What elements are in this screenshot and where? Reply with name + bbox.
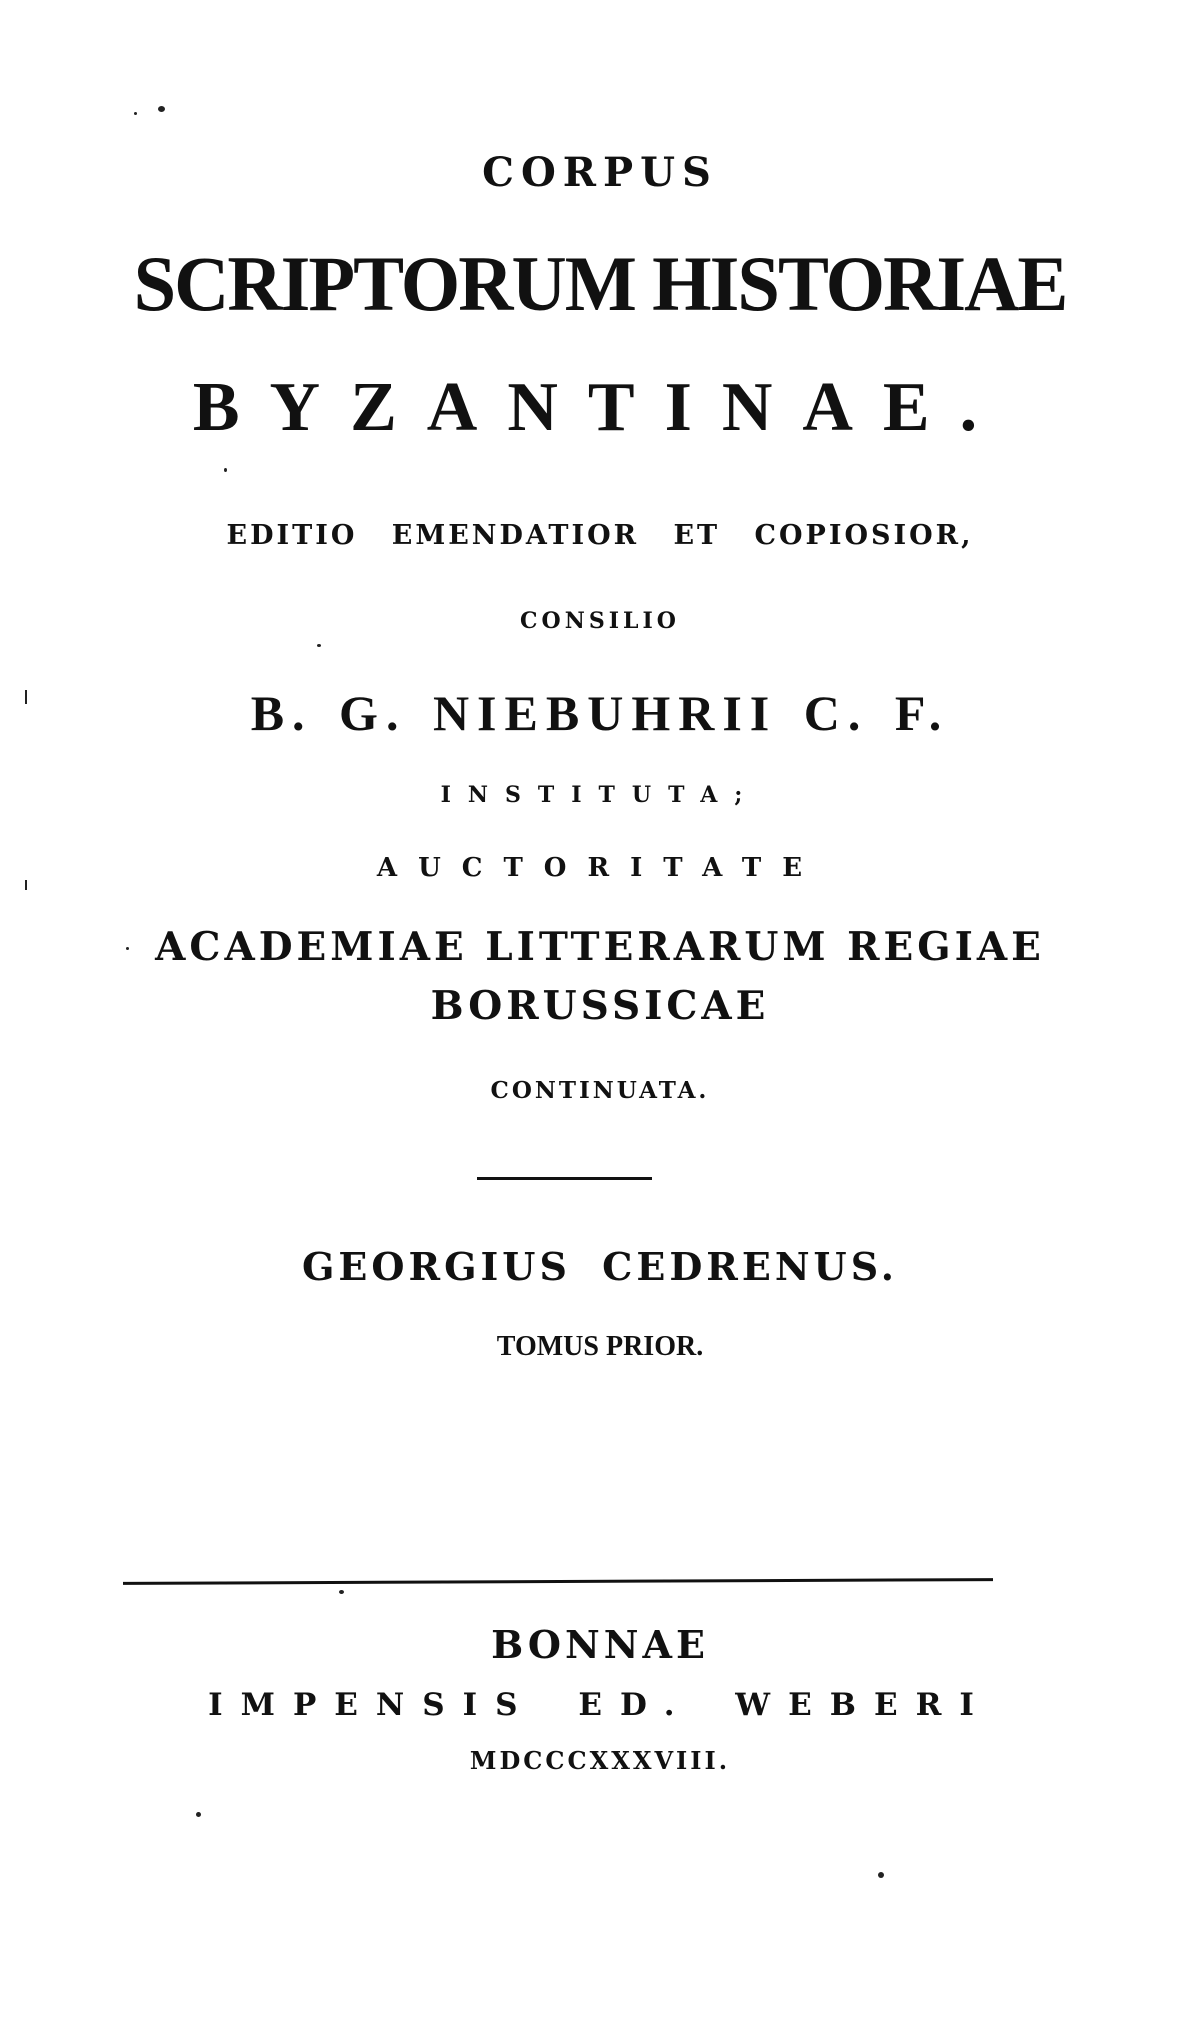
scan-speck bbox=[339, 1590, 344, 1594]
scan-speck bbox=[134, 112, 137, 115]
edition-academy-line2: BORUSSICAE bbox=[430, 983, 770, 1029]
work-volume: TOMUS PRIOR. bbox=[496, 1331, 704, 1362]
scan-speck bbox=[196, 1812, 201, 1817]
edition-statement: EDITIO EMENDATIOR ET COPIOSIOR, bbox=[226, 520, 974, 551]
edition-consilio: CONSILIO bbox=[520, 608, 680, 634]
short-divider-rule bbox=[477, 1177, 652, 1180]
scan-speck bbox=[25, 880, 27, 890]
scan-speck bbox=[126, 947, 129, 950]
imprint-publisher: IMPENSIS ED. WEBERI bbox=[208, 1687, 992, 1723]
edition-auctoritate: AUCTORITATE bbox=[376, 853, 824, 883]
scan-speck bbox=[25, 690, 27, 704]
edition-instituta: INSTITUTA; bbox=[440, 782, 760, 808]
long-divider-rule bbox=[123, 1578, 993, 1585]
edition-continuata: CONTINUATA. bbox=[490, 1077, 710, 1104]
title-byzantinae: BYZANTINAE. bbox=[192, 369, 1008, 446]
title-corpus: CORPUS bbox=[482, 149, 718, 196]
imprint-place: BONNAE bbox=[491, 1622, 709, 1667]
scan-speck bbox=[224, 468, 227, 472]
imprint-year: MDCCCXXXVIII. bbox=[469, 1746, 731, 1775]
edition-academy-line1: ACADEMIAE LITTERARUM REGIAE bbox=[155, 924, 1045, 970]
scan-speck bbox=[317, 644, 321, 647]
scan-speck bbox=[158, 106, 165, 112]
work-author: GEORGIUS CEDRENUS. bbox=[301, 1244, 899, 1289]
edition-founder: B. G. NIEBUHRII C. F. bbox=[250, 685, 950, 741]
scan-speck bbox=[878, 1872, 884, 1878]
title-scriptorum-historiae: SCRIPTORUM HISTORIAE bbox=[133, 240, 1067, 327]
